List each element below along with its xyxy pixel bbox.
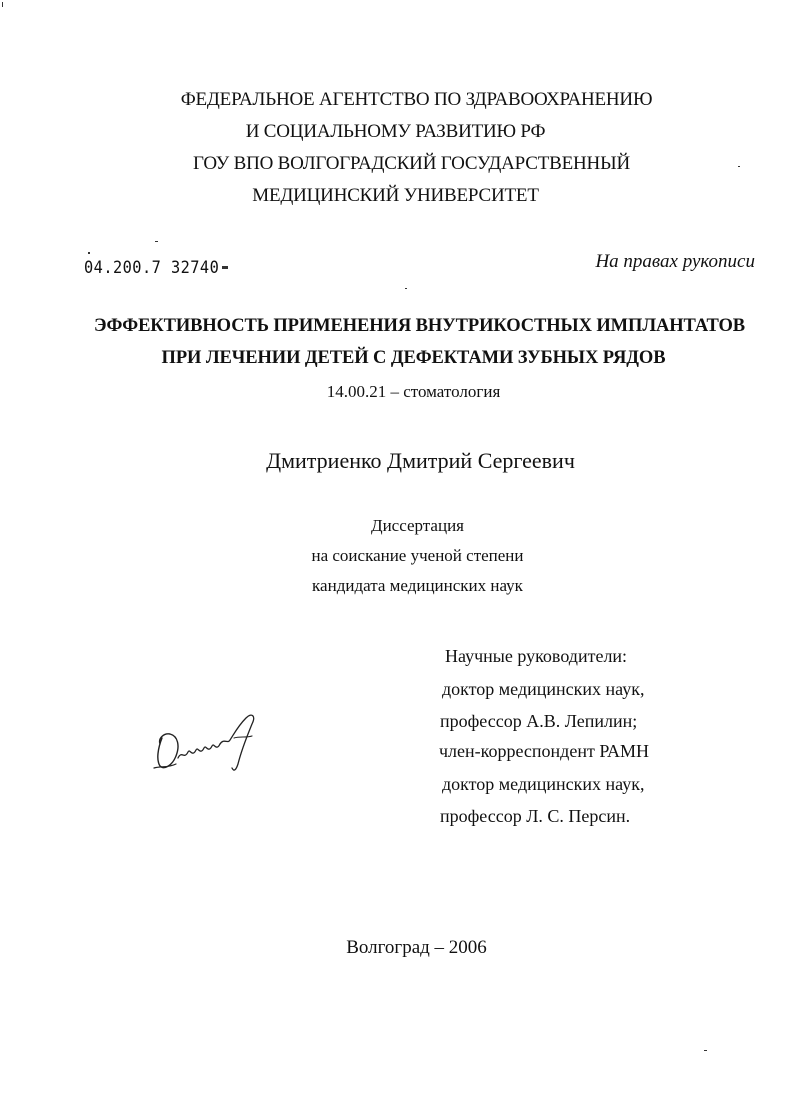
scan-speck <box>405 288 407 289</box>
manuscript-rights: На правах рукописи <box>595 251 755 272</box>
supervisor-line: профессор А.В. Лепилин; <box>440 711 638 731</box>
institution-line: МЕДИЦИНСКИЙ УНИВЕРСИТЕТ <box>252 185 539 206</box>
dissertation-title <box>0 310 791 374</box>
institution-line: И СОЦИАЛЬНОМУ РАЗВИТИЮ РФ <box>245 121 546 142</box>
dissertation-line: на соискание ученой степени <box>311 546 524 565</box>
registration-code: 04.200.7 32740 <box>84 258 220 278</box>
scan-speck <box>88 252 90 254</box>
institution-line: ФЕДЕРАЛЬНОЕ АГЕНТСТВО ПО ЗДРАВООХРАНЕНИЮ <box>180 89 653 110</box>
scan-speck <box>2 2 3 7</box>
supervisor-line: Научные руководители: <box>445 646 628 666</box>
handwritten-signature <box>148 708 268 778</box>
stamp-mark <box>222 266 228 269</box>
institution-header <box>0 84 791 212</box>
place-year: Волгоград – 2006 <box>346 937 487 958</box>
author-name: Дмитриенко Дмитрий Сергеевич <box>266 448 575 473</box>
scan-speck <box>704 1050 707 1051</box>
dissertation-line: Диссертация <box>370 516 464 535</box>
scan-speck <box>738 166 740 167</box>
specialty: 14.00.21 – стоматология <box>326 382 501 401</box>
dissertation-info <box>0 511 791 601</box>
title-line: ЭФФЕКТИВНОСТЬ ПРИМЕНЕНИЯ ВНУТРИКОСТНЫХ ИМПЛАНТАТОВ <box>93 316 746 336</box>
supervisor-line: доктор медицинских наук, <box>442 774 645 794</box>
title-line: ПРИ ЛЕЧЕНИИ ДЕТЕЙ С ДЕФЕКТАМИ ЗУБНЫХ РЯДОВ <box>161 348 666 368</box>
scan-speck <box>155 241 158 242</box>
supervisor-line: член-корреспондент РАМН <box>439 741 650 761</box>
institution-line: ГОУ ВПО ВОЛГОГРАДСКИЙ ГОСУДАРСТВЕННЫЙ <box>193 153 630 174</box>
supervisor-line: профессор Л. С. Персин. <box>440 806 631 826</box>
supervisor-line: доктор медицинских наук, <box>442 679 645 699</box>
dissertation-line: кандидата медицинских наук <box>312 576 523 595</box>
